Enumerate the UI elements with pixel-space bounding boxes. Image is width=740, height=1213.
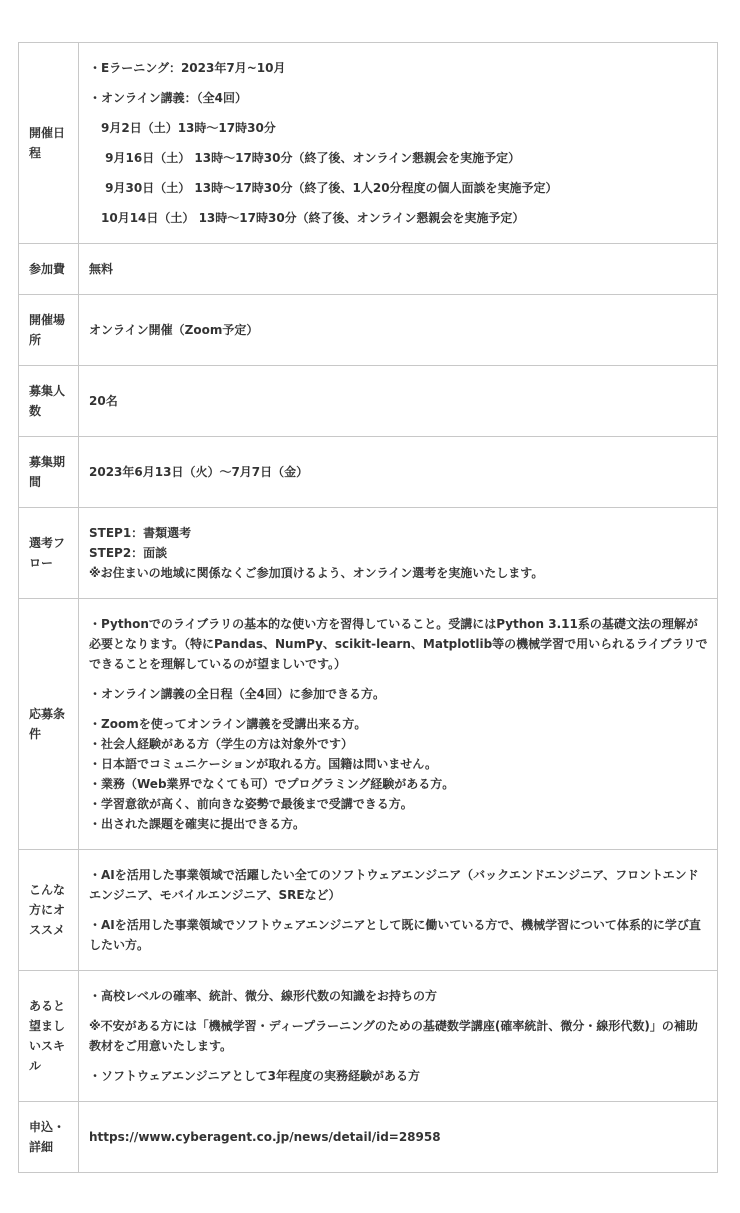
requirement-item: ・出された課題を確実に提出できる方。	[89, 817, 306, 831]
row-venue	[19, 295, 718, 366]
skill-paragraph: ※不安がある方には「機械学習・ディープラーニングのための基礎数学講座(確率統計、微分・線形代数)」の補助教材をご用意いたします。	[89, 1019, 698, 1053]
content-skills	[79, 971, 718, 1102]
content-selection	[79, 508, 718, 599]
content-recommended	[79, 850, 718, 971]
schedule-line: 9月30日（土） 13時〜17時30分（終了後、1人20分程度の個人面談を実施予定）	[89, 181, 558, 195]
label-skills: あると望ましいスキル	[19, 971, 79, 1102]
requirement-item: ・業務（Web業界でなくても可）でプログラミング経験がある方。	[89, 777, 455, 791]
selection-step: STEP1：書類選考	[89, 526, 192, 540]
content-period	[79, 437, 718, 508]
requirement-item: ・学習意欲が高く、前向きな姿勢で最後まで受講できる方。	[89, 797, 413, 811]
label-recommended: こんな方にオススメ	[19, 850, 79, 971]
row-apply	[19, 1102, 718, 1173]
label-fee: 参加費	[19, 244, 79, 295]
selection-step: STEP2：面談	[89, 546, 168, 560]
fee-value: 無料	[89, 262, 114, 276]
content-capacity	[79, 366, 718, 437]
row-requirements	[19, 599, 718, 850]
skill-paragraph: ・高校レベルの確率、統計、微分、線形代数の知識をお持ちの方	[89, 989, 438, 1003]
label-apply: 申込・詳細	[19, 1102, 79, 1173]
capacity-value: 20名	[89, 394, 118, 408]
row-period	[19, 437, 718, 508]
label-schedule: 開催日程	[19, 43, 79, 244]
venue-value: オンライン開催（Zoom予定）	[89, 323, 259, 337]
label-selection: 選考フロー	[19, 508, 79, 599]
content-requirements	[79, 599, 718, 850]
requirement-paragraph: ・オンライン講義の全日程（全4回）に参加できる方。	[89, 687, 385, 701]
recommended-paragraph: ・AIを活用した事業領域で活躍したい全てのソフトウェアエンジニア（バックエンドエンジニア、フロントエンドエンジニア、モバイルエンジニア、SREなど）	[89, 868, 699, 902]
row-fee	[19, 244, 718, 295]
apply-link[interactable]: https://www.cyberagent.co.jp/news/detail/id=28958	[89, 1130, 441, 1144]
label-requirements: 応募条件	[19, 599, 79, 850]
selection-note: ※お住まいの地域に関係なくご参加頂けるよう、オンライン選考を実施いたします。	[89, 566, 544, 580]
requirement-item: ・社会人経験がある方（学生の方は対象外です）	[89, 737, 354, 751]
skill-paragraph: ・ソフトウェアエンジニアとして3年程度の実務経験がある方	[89, 1069, 420, 1083]
requirement-paragraph: ・Pythonでのライブラリの基本的な使い方を習得していること。受講にはPython 3.11系の基礎文法の理解が必要となります。（特にPandas、NumPy、scikit-learn、Matplotlib等の機械学習で用いられるライブラリでできることを理解しているのが望ましいです。）	[89, 617, 708, 671]
row-selection	[19, 508, 718, 599]
row-schedule	[19, 43, 718, 244]
schedule-line: 10月14日（土） 13時〜17時30分（終了後、オンライン懇親会を実施予定）	[89, 211, 525, 225]
schedule-line: ・オンライン講義：（全4回）	[89, 91, 247, 105]
row-capacity	[19, 366, 718, 437]
schedule-line: 9月16日（土） 13時〜17時30分（終了後、オンライン懇親会を実施予定）	[89, 151, 521, 165]
requirement-item: ・日本語でコミュニケーションが取れる方。国籍は問いません。	[89, 757, 438, 771]
schedule-line: ・Eラーニング：2023年7月~10月	[89, 61, 286, 75]
content-fee	[79, 244, 718, 295]
content-schedule	[79, 43, 718, 244]
label-capacity: 募集人数	[19, 366, 79, 437]
label-venue: 開催場所	[19, 295, 79, 366]
recommended-paragraph: ・AIを活用した事業領域でソフトウェアエンジニアとして既に働いている方で、機械学習について体系的に学び直したい方。	[89, 918, 701, 952]
row-skills	[19, 971, 718, 1102]
content-apply	[79, 1102, 718, 1173]
row-recommended	[19, 850, 718, 971]
event-info-table	[18, 42, 718, 1173]
requirement-item: ・Zoomを使ってオンライン講義を受講出来る方。	[89, 717, 367, 731]
period-value: 2023年6月13日（火）〜7月7日（金）	[89, 465, 309, 479]
label-period: 募集期間	[19, 437, 79, 508]
content-venue	[79, 295, 718, 366]
schedule-line: 9月2日（土）13時〜17時30分	[89, 121, 276, 135]
